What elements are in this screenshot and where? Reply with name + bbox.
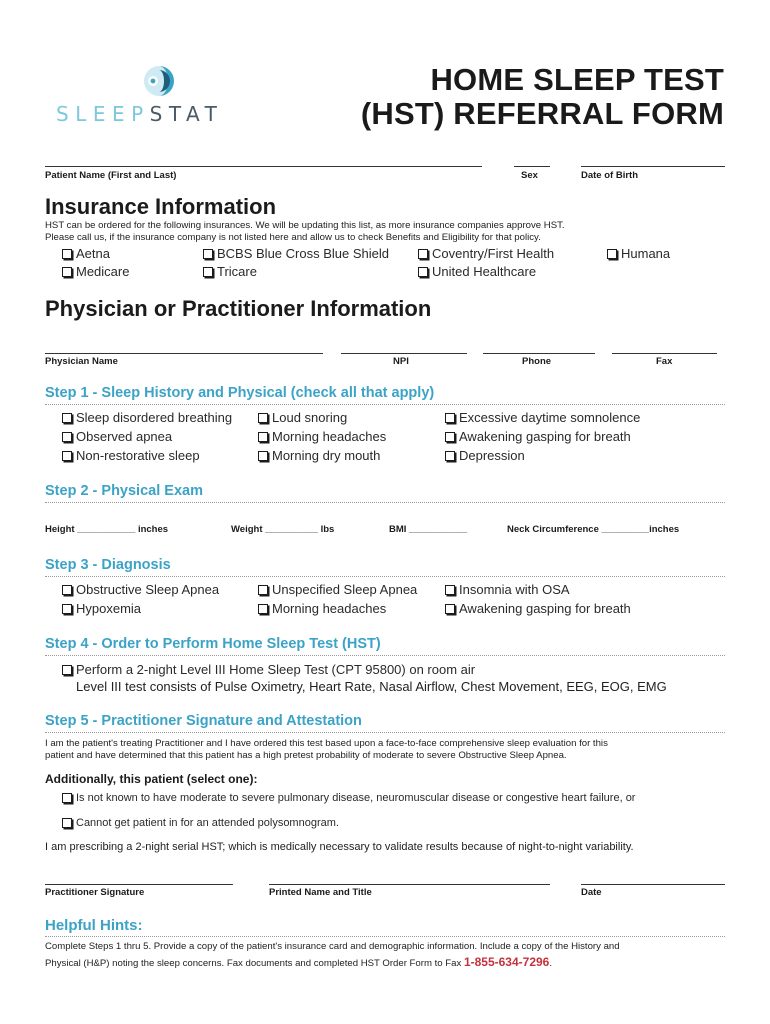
fax-line[interactable]: [612, 353, 717, 354]
step3-option[interactable]: Morning headaches: [258, 601, 386, 616]
step3-option[interactable]: Obstructive Sleep Apnea: [62, 582, 219, 597]
form-title-line2: (HST) REFERRAL FORM: [360, 96, 724, 131]
fax-number[interactable]: 1-855-634-7296: [463, 955, 550, 969]
step1-option[interactable]: Loud snoring: [258, 410, 347, 425]
date-line[interactable]: [581, 884, 725, 885]
sex-line[interactable]: [514, 166, 550, 167]
insurance-note-2: Please call us, if the insurance company is not listed here and allow us to check Benefits and Eligibility for that policy.: [45, 232, 541, 243]
logo-wordmark: [56, 102, 223, 126]
step3-title: Step 3 - Diagnosis: [45, 557, 171, 573]
divider: [45, 655, 725, 656]
npi-label: NPI: [393, 356, 409, 367]
checkbox[interactable]: [418, 249, 428, 259]
step1-option[interactable]: Morning headaches: [258, 429, 386, 444]
select-one-label: Additionally, this patient (select one):: [45, 772, 258, 786]
step4-detail: Level III test consists of Pulse Oximetry, Heart Rate, Nasal Airflow, Chest Movement, EEG, EOG, EMG: [76, 679, 667, 694]
height-field[interactable]: Height ___________ inches: [45, 524, 169, 535]
form-title-line1: HOME SLEEP TEST: [430, 62, 724, 97]
hints-title: Helpful Hints:: [45, 917, 143, 934]
patient-name-label: Patient Name (First and Last): [45, 170, 177, 181]
step3-option[interactable]: Insomnia with OSA: [445, 582, 570, 597]
divider: [45, 502, 725, 503]
checkbox[interactable]: [445, 451, 455, 461]
dob-line[interactable]: [581, 166, 725, 167]
step5-option-2[interactable]: Cannot get patient in for an attended polysomnogram.: [62, 817, 339, 829]
physician-name-line[interactable]: [45, 353, 323, 354]
signature-label: Practitioner Signature: [45, 887, 145, 898]
checkbox[interactable]: [62, 432, 72, 442]
hints-line-2: Physical (H&P) noting the sleep concerns. Fax documents and completed HST Order Form to Fax 1-855-634-7296.: [45, 955, 553, 969]
step1-title: Step 1 - Sleep History and Physical (check all that apply): [45, 385, 435, 401]
insurance-heading: Insurance Information: [45, 194, 277, 219]
insurance-option-humana[interactable]: Humana: [607, 246, 670, 261]
divider: [45, 404, 725, 405]
fax-label: Fax: [656, 356, 673, 367]
divider: [45, 732, 725, 733]
logo-word-light: SLEEP: [56, 102, 150, 126]
logo-mark-icon: [142, 64, 176, 98]
hints-line-1: Complete Steps 1 thru 5. Provide a copy of the patient's insurance card and demographic information. Include a copy of the History and: [45, 941, 620, 952]
divider: [45, 576, 725, 577]
printed-name-label: Printed Name and Title: [269, 887, 372, 898]
step1-option[interactable]: Sleep disordered breathing: [62, 410, 232, 425]
step4-title: Step 4 - Order to Perform Home Sleep Test (HST): [45, 636, 381, 652]
insurance-option-medicare[interactable]: Medicare: [62, 264, 129, 279]
physician-name-label: Physician Name: [45, 356, 118, 367]
insurance-option-united[interactable]: United Healthcare: [418, 264, 536, 279]
printed-name-line[interactable]: [269, 884, 550, 885]
step1-option[interactable]: Non-restorative sleep: [62, 448, 200, 463]
step3-option[interactable]: Unspecified Sleep Apnea: [258, 582, 417, 597]
bmi-field[interactable]: BMI ___________: [389, 524, 468, 535]
checkbox[interactable]: [203, 267, 213, 277]
checkbox[interactable]: [62, 665, 72, 675]
insurance-note-1: HST can be ordered for the following insurances. We will be updating this list, as more insurance companies approve HST.: [45, 220, 565, 231]
checkbox[interactable]: [62, 585, 72, 595]
checkbox[interactable]: [258, 432, 268, 442]
checkbox[interactable]: [607, 249, 617, 259]
step1-option[interactable]: Excessive daytime somnolence: [445, 410, 640, 425]
prescribing-statement: I am prescribing a 2-night serial HST; which is medically necessary to validate results because of night-to-night variability.: [45, 841, 634, 853]
checkbox[interactable]: [445, 413, 455, 423]
checkbox[interactable]: [62, 451, 72, 461]
step4-option[interactable]: Perform a 2-night Level III Home Sleep Test (CPT 95800) on room air: [62, 662, 475, 677]
checkbox[interactable]: [445, 585, 455, 595]
neck-field[interactable]: Neck Circumference _________inches: [507, 524, 680, 535]
checkbox[interactable]: [445, 604, 455, 614]
attestation-line-2: patient and have determined that this patient has a high pretest probability of moderate to severe Obstructive Sleep Apnea.: [45, 750, 567, 761]
date-label: Date: [581, 887, 602, 898]
phone-line[interactable]: [483, 353, 595, 354]
patient-name-line[interactable]: [45, 166, 482, 167]
step1-option[interactable]: Depression: [445, 448, 525, 463]
step2-title: Step 2 - Physical Exam: [45, 483, 203, 499]
checkbox[interactable]: [62, 793, 72, 803]
weight-field[interactable]: Weight __________ lbs: [231, 524, 335, 535]
divider: [45, 936, 725, 937]
step1-option[interactable]: Awakening gasping for breath: [445, 429, 631, 444]
logo: [52, 62, 262, 132]
sex-label: Sex: [521, 170, 538, 181]
step5-option-1[interactable]: Is not known to have moderate to severe pulmonary disease, neuromuscular disease or congestive heart failure, or: [62, 792, 635, 804]
npi-line[interactable]: [341, 353, 467, 354]
checkbox[interactable]: [62, 249, 72, 259]
checkbox[interactable]: [203, 249, 213, 259]
step1-option[interactable]: Observed apnea: [62, 429, 172, 444]
signature-line[interactable]: [45, 884, 233, 885]
step5-title: Step 5 - Practitioner Signature and Attestation: [45, 713, 362, 729]
step3-option[interactable]: Hypoxemia: [62, 601, 141, 616]
step1-option[interactable]: Morning dry mouth: [258, 448, 380, 463]
logo-word-dark: STAT: [149, 102, 224, 126]
checkbox[interactable]: [445, 432, 455, 442]
checkbox[interactable]: [258, 585, 268, 595]
phone-label: Phone: [522, 356, 552, 367]
checkbox[interactable]: [258, 604, 268, 614]
insurance-option-bcbs[interactable]: BCBS Blue Cross Blue Shield: [203, 246, 389, 261]
checkbox[interactable]: [258, 451, 268, 461]
dob-label: Date of Birth: [581, 170, 638, 181]
insurance-option-coventry[interactable]: Coventry/First Health: [418, 246, 554, 261]
checkbox[interactable]: [258, 413, 268, 423]
insurance-option-aetna[interactable]: Aetna: [62, 246, 110, 261]
attestation-line-1: I am the patient's treating Practitioner and I have ordered this test based upon a face-to-face comprehensive sleep evaluation for this: [45, 738, 608, 749]
physician-heading: Physician or Practitioner Information: [45, 296, 432, 321]
checkbox[interactable]: [62, 818, 72, 828]
checkbox[interactable]: [62, 604, 72, 614]
insurance-option-tricare[interactable]: Tricare: [203, 264, 257, 279]
checkbox[interactable]: [62, 267, 72, 277]
checkbox[interactable]: [418, 267, 428, 277]
step3-option[interactable]: Awakening gasping for breath: [445, 601, 631, 616]
checkbox[interactable]: [62, 413, 72, 423]
